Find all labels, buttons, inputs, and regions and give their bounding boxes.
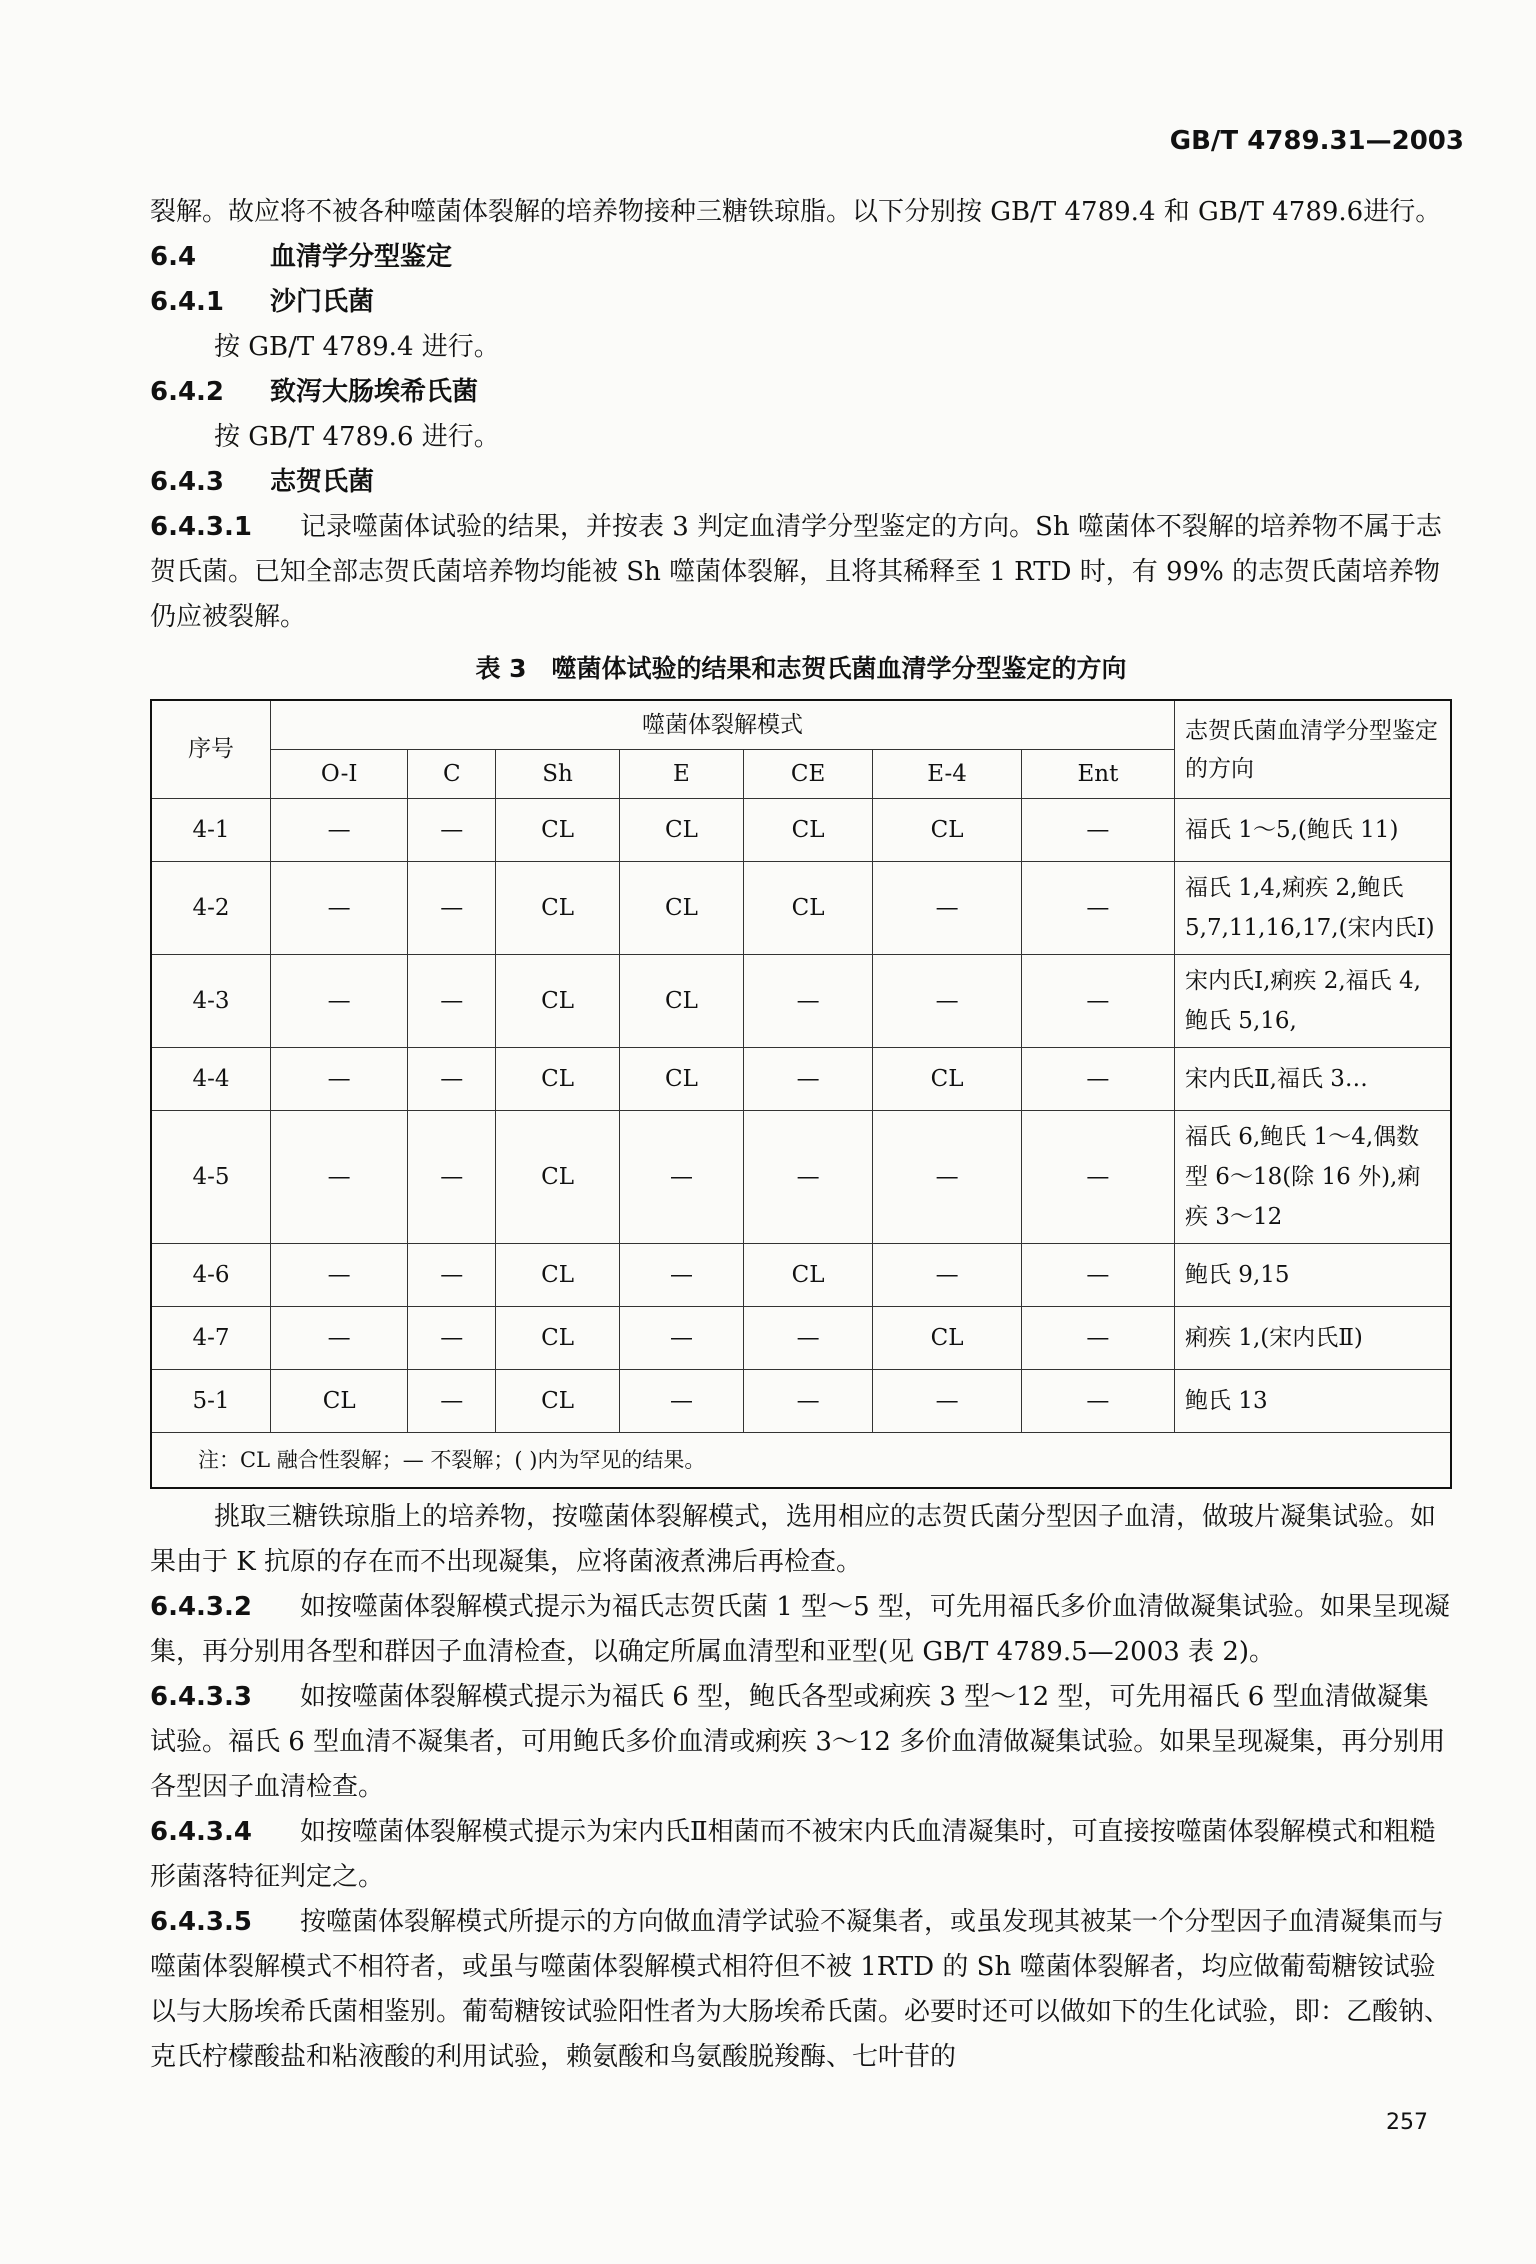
table-cell: CL — [743, 862, 872, 955]
table-cell: — — [743, 1048, 872, 1111]
table-row — [151, 862, 1451, 955]
table-cell: — — [271, 955, 408, 1048]
table-cell: — — [620, 1111, 744, 1244]
header-direction: 志贺氏菌血清学分型鉴定的方向 — [1175, 700, 1452, 799]
section-6-4-3-1 — [150, 505, 1452, 640]
table-cell: — — [1021, 1370, 1174, 1433]
section-6-4-1-heading — [150, 280, 1452, 325]
table-cell: — — [1021, 1307, 1174, 1370]
section-6-4-2-text: 按 GB/T 4789.6 进行。 — [214, 422, 500, 452]
table-cell: — — [408, 1244, 496, 1307]
table-cell: CL — [496, 955, 620, 1048]
section-6-4-3-2 — [150, 1585, 1452, 1675]
table-cell: — — [743, 1307, 872, 1370]
subheader-cell: Ent — [1021, 750, 1174, 799]
section-6-4-heading — [150, 235, 1452, 280]
subheader-cell: E — [620, 750, 744, 799]
table-cell: CL — [496, 1048, 620, 1111]
section-number: 6.4.3.4 — [150, 1817, 252, 1847]
table-cell: CL — [620, 1048, 744, 1111]
table-cell: — — [408, 1370, 496, 1433]
table-cell: CL — [743, 1244, 872, 1307]
table-cell: — — [408, 862, 496, 955]
table-row — [151, 1244, 1451, 1307]
table-cell: CL — [496, 1111, 620, 1244]
direction-cell: 福氏 1,4,痢疾 2,鲍氏 5,7,11,16,17,(宋内氏Ⅰ) — [1175, 862, 1452, 955]
table-cell: — — [873, 955, 1022, 1048]
table-cell: CL — [743, 799, 872, 862]
table-row — [151, 955, 1451, 1048]
table-cell: — — [743, 955, 872, 1048]
section-6-4-1-text: 按 GB/T 4789.4 进行。 — [214, 332, 500, 362]
section-6-4-3-3 — [150, 1675, 1452, 1810]
table-cell: — — [271, 1111, 408, 1244]
direction-cell: 宋内氏Ⅱ,福氏 3… — [1175, 1048, 1452, 1111]
row-id: 4-7 — [151, 1307, 271, 1370]
header-seq: 序号 — [151, 700, 271, 799]
direction-cell: 鲍氏 9,15 — [1175, 1244, 1452, 1307]
section-number: 6.4.3.1 — [150, 512, 252, 542]
standard-code: GB/T 4789.31—2003 — [1169, 126, 1464, 156]
subheader-cell: Sh — [496, 750, 620, 799]
table-cell: — — [1021, 799, 1174, 862]
section-number: 6.4.2 — [150, 377, 225, 407]
header-lysis-mode: 噬菌体裂解模式 — [271, 700, 1175, 750]
table-row — [151, 1048, 1451, 1111]
table-cell: CL — [620, 862, 744, 955]
intro-paragraph: 裂解。故应将不被各种噬菌体裂解的培养物接种三糖铁琼脂。以下分别按 GB/T 4789.4 和 GB/T 4789.6进行。 — [150, 197, 1442, 227]
row-id: 4-6 — [151, 1244, 271, 1307]
row-id: 4-1 — [151, 799, 271, 862]
table-cell: — — [1021, 955, 1174, 1048]
table-cell: — — [620, 1370, 744, 1433]
table-cell: — — [1021, 1244, 1174, 1307]
row-id: 4-4 — [151, 1048, 271, 1111]
table-cell: — — [873, 1111, 1022, 1244]
table-cell: — — [271, 862, 408, 955]
section-6-4-3-heading — [150, 460, 1452, 505]
section-6-4-3-4 — [150, 1810, 1452, 1900]
table-row — [151, 1111, 1451, 1244]
table-cell: — — [408, 1048, 496, 1111]
table-cell: CL — [873, 1307, 1022, 1370]
direction-cell: 鲍氏 13 — [1175, 1370, 1452, 1433]
table-cell: — — [1021, 1048, 1174, 1111]
section-text: 如按噬菌体裂解模式提示为福氏志贺氏菌 1 型～5 型，可先用福氏多价血清做凝集试验。如果呈现凝集，再分别用各型和群因子血清检查，以确定所属血清型和亚型(见 GB/T 4789.5—2003 表 2)。 — [150, 1592, 1450, 1667]
section-text: 如按噬菌体裂解模式提示为福氏 6 型，鲍氏各型或痢疾 3 型～12 型，可先用福氏 6 型血清做凝集试验。福氏 6 型血清不凝集者，可用鲍氏多价血清或痢疾 3～12 多价血清做凝集试验。如果呈现凝集，再分别用各型因子血清检查。 — [150, 1682, 1446, 1802]
table-cell: — — [620, 1244, 744, 1307]
section-text: 记录噬菌体试验的结果，并按表 3 判定血清学分型鉴定的方向。Sh 噬菌体不裂解的培养物不属于志贺氏菌。已知全部志贺氏菌培养物均能被 Sh 噬菌体裂解，且将其稀释至 1 RTD 时，有 99% 的志贺氏菌培养物仍应被裂解。 — [150, 512, 1442, 632]
section-text: 按噬菌体裂解模式所提示的方向做血清学试验不凝集者，或虽发现其被某一个分型因子血清凝集而与噬菌体裂解模式不相符者，或虽与噬菌体裂解模式相符但不被 1RTD 的 Sh 噬菌体裂解者，均应做葡萄糖铵试验以与大肠埃希氏菌相鉴别。葡萄糖铵试验阳性者为大肠埃希氏菌。必要时还可以做如下的生化试验，即：乙酸钠、克氏柠檬酸盐和粘液酸的利用试验，赖氨酸和鸟氨酸脱羧酶、七叶苷的 — [150, 1907, 1451, 2072]
table-cell: — — [408, 1111, 496, 1244]
body-text — [150, 190, 1452, 2080]
table-cell: CL — [873, 799, 1022, 862]
table-row — [151, 799, 1451, 862]
subheader-cell: E-4 — [873, 750, 1022, 799]
table-row — [151, 1370, 1451, 1433]
table-cell: CL — [496, 1307, 620, 1370]
section-title: 致泻大肠埃希氏菌 — [270, 377, 479, 407]
page-number: 257 — [1386, 2110, 1428, 2135]
direction-cell: 痢疾 1,(宋内氏Ⅱ) — [1175, 1307, 1452, 1370]
table-cell: — — [408, 1307, 496, 1370]
direction-cell: 福氏 1～5,(鲍氏 11) — [1175, 799, 1452, 862]
section-number: 6.4.1 — [150, 287, 225, 317]
section-number: 6.4 — [150, 242, 197, 272]
table-note: 注：CL 融合性裂解；— 不裂解；( )内为罕见的结果。 — [151, 1433, 1451, 1489]
table-cell: — — [873, 1370, 1022, 1433]
table-cell: — — [873, 1244, 1022, 1307]
row-id: 4-3 — [151, 955, 271, 1048]
table-cell: CL — [271, 1370, 408, 1433]
row-id: 4-2 — [151, 862, 271, 955]
table-cell: CL — [496, 1244, 620, 1307]
section-number: 6.4.3 — [150, 467, 225, 497]
section-number: 6.4.3.3 — [150, 1682, 252, 1712]
table-cell: CL — [496, 862, 620, 955]
subheader-cell: C — [408, 750, 496, 799]
table-cell: — — [1021, 1111, 1174, 1244]
section-title: 血清学分型鉴定 — [270, 242, 453, 272]
subheader-cell: CE — [743, 750, 872, 799]
table-cell: CL — [496, 799, 620, 862]
table-cell: — — [743, 1111, 872, 1244]
section-title: 志贺氏菌 — [270, 467, 375, 497]
table-cell: — — [743, 1370, 872, 1433]
table-cell: — — [271, 799, 408, 862]
subheader-cell: O-Ⅰ — [271, 750, 408, 799]
table-cell: CL — [620, 955, 744, 1048]
row-id: 4-5 — [151, 1111, 271, 1244]
table-caption: 表 3 噬菌体试验的结果和志贺氏菌血清学分型鉴定的方向 — [475, 654, 1127, 683]
table-cell: CL — [873, 1048, 1022, 1111]
table-cell: — — [271, 1307, 408, 1370]
table-cell: — — [620, 1307, 744, 1370]
table-cell: — — [271, 1244, 408, 1307]
table-cell: — — [271, 1048, 408, 1111]
table-cell: CL — [496, 1370, 620, 1433]
section-number: 6.4.3.5 — [150, 1907, 252, 1937]
section-6-4-3-5 — [150, 1900, 1452, 2080]
direction-cell: 福氏 6,鲍氏 1～4,偶数型 6～18(除 16 外),痢疾 3～12 — [1175, 1111, 1452, 1244]
table-cell: — — [1021, 862, 1174, 955]
table-note-row — [151, 1433, 1451, 1489]
phage-result-table — [150, 699, 1452, 1489]
section-title: 沙门氏菌 — [270, 287, 375, 317]
table-cell: — — [408, 799, 496, 862]
section-text: 如按噬菌体裂解模式提示为宋内氏Ⅱ相菌而不被宋内氏血清凝集时，可直接按噬菌体裂解模式和粗糙形菌落特征判定之。 — [150, 1817, 1436, 1892]
row-id: 5-1 — [151, 1370, 271, 1433]
section-6-4-2-heading — [150, 370, 1452, 415]
table-header-row — [151, 700, 1451, 750]
table-row — [151, 1307, 1451, 1370]
section-number: 6.4.3.2 — [150, 1592, 252, 1622]
table-cell: — — [408, 955, 496, 1048]
after-table-paragraph: 挑取三糖铁琼脂上的培养物，按噬菌体裂解模式，选用相应的志贺氏菌分型因子血清，做玻片凝集试验。如果由于 K 抗原的存在而不出现凝集，应将菌液煮沸后再检查。 — [150, 1502, 1437, 1577]
table-cell: — — [873, 862, 1022, 955]
table-cell: CL — [620, 799, 744, 862]
direction-cell: 宋内氏Ⅰ,痢疾 2,福氏 4,鲍氏 5,16, — [1175, 955, 1452, 1048]
